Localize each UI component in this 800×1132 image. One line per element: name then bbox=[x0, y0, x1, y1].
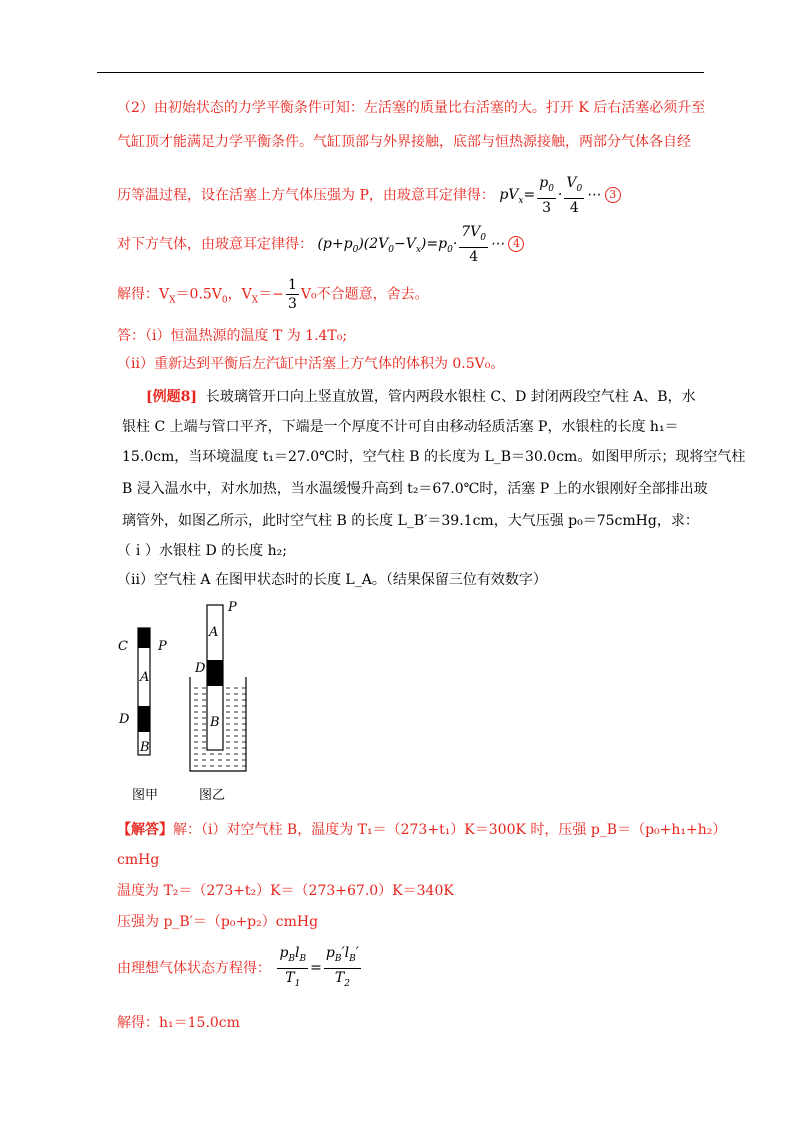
example8-line-3: 15.0cm，当环境温度 t₁＝27.0℃时，空气柱 B 的长度为 L_B＝30.0cm。如图甲所示；现将空气柱 bbox=[122, 449, 746, 465]
example8-line-5: 璃管外，如图乙所示，此时空气柱 B 的长度 L_B′＝39.1cm，大气压强 p₀＝75cmHg，求： bbox=[122, 513, 699, 529]
answer-line-5-text: 由理想气体状态方程得： bbox=[117, 960, 271, 977]
answer-line-1 bbox=[117, 821, 726, 839]
label-p-jia: P bbox=[158, 639, 167, 654]
line5-frac-num: 1 bbox=[287, 277, 297, 293]
answer-tag: 【解答】 bbox=[117, 822, 173, 838]
line5-mid2: ，V bbox=[227, 286, 252, 303]
line5-eq: ＝− bbox=[258, 286, 284, 303]
answer-line-1: 答：（i）恒温热源的温度 T 为 1.4T₀; bbox=[117, 328, 348, 344]
example8-question-1: （ｉ）水银柱 D 的长度 h₂; bbox=[117, 543, 287, 559]
line5-sub2: 0 bbox=[221, 295, 228, 306]
label-a-jia: A bbox=[140, 670, 150, 685]
example8-line-2: 银柱 C 上端与管口平齐，下端是一个厚度不计可自由移动轻质活塞 P，水银柱的长度 h₁＝ bbox=[122, 419, 679, 435]
mercury-d bbox=[138, 706, 150, 732]
label-d-jia: D bbox=[119, 712, 130, 727]
line5-mid: ＝0.5V bbox=[175, 286, 222, 303]
label-b-yi: B bbox=[210, 715, 220, 730]
solution-line-4-text: 对下方气体，由玻意耳定律得： bbox=[117, 236, 313, 253]
label-b-jia: B bbox=[140, 740, 150, 755]
line5-tail: V₀不合题意，舍去。 bbox=[300, 286, 429, 303]
label-a-yi: A bbox=[209, 625, 219, 640]
mercury-c bbox=[138, 628, 150, 648]
example8-line-4: B 浸入温水中，对水加热，当水温缓慢升高到 t₂＝67.0℃时，活塞 P 上的水银刚好全部排出玻 bbox=[122, 481, 708, 497]
solution-line-5 bbox=[117, 276, 429, 318]
solution-line-4 bbox=[117, 223, 524, 270]
answer-line-5 bbox=[117, 944, 363, 993]
equation-4: $(p+p_0)(2V_0-V_x)=p_0\cdot$ $\frac{7V_0}{4}$ ⋯ bbox=[317, 224, 509, 265]
answer-line-4: 压强为 p_B′＝（p₀+p₂）cmHg bbox=[117, 914, 319, 930]
solution-line-2: 气缸顶才能满足力学平衡条件。气缸顶部与外界接触，底部与恒热源接触，两部分气体各自经 bbox=[117, 134, 691, 150]
answer-line-6: 解得：h₁＝15.0cm bbox=[117, 1015, 240, 1031]
label-p-yi: P bbox=[228, 600, 237, 615]
figure-jia bbox=[118, 628, 167, 755]
example8-line-1 bbox=[146, 388, 696, 406]
answer-line-2: （ii）重新达到平衡后左汽缸中活塞上方气体的体积为 0.5V₀。 bbox=[117, 356, 505, 372]
tube-figure bbox=[113, 595, 263, 785]
solution-line-1: （2）由初始状态的力学平衡条件可知：左活塞的质量比右活塞的大。打开 K 后右活塞必须升至 bbox=[117, 100, 706, 116]
equation-4-marker: 4 bbox=[508, 236, 524, 252]
figure-yi bbox=[190, 600, 246, 771]
line5-sub3: X bbox=[251, 295, 259, 306]
example8-line-1-text: 长玻璃管开口向上竖直放置，管内两段水银柱 C、D 封闭两段空气柱 A、B，水 bbox=[205, 389, 696, 405]
ideal-gas-equation: $\frac{p_Bl_B}{T_1}$ = $\frac{p_B'l_B'}{T_2}$ bbox=[279, 945, 359, 989]
caption-jia: 图甲 bbox=[132, 788, 159, 803]
label-d-yi: D bbox=[195, 661, 206, 676]
equation-3: $pV_x=$ $\frac{p_0}{3}$ · $\frac{V_0}{4}$ ⋯ bbox=[499, 175, 605, 216]
solution-line-3-text: 历等温过程，设在活塞上方气体压强为 P，由玻意耳定律得： bbox=[117, 187, 495, 204]
answer-line-2: cmHg bbox=[117, 852, 160, 868]
mercury-d-yi bbox=[207, 660, 223, 686]
label-c: C bbox=[118, 639, 128, 654]
solution-line-3 bbox=[117, 174, 621, 221]
example8-question-2: （ii）空气柱 A 在图甲状态时的长度 L_A。（结果保留三位有效数字） bbox=[117, 572, 547, 588]
equation-3-marker: 3 bbox=[605, 187, 621, 203]
header-rule bbox=[97, 72, 704, 73]
example8-label: [例题8] bbox=[146, 389, 197, 405]
answer-line-3: 温度为 T₂＝（273+t₂）K＝（273+67.0）K＝340K bbox=[117, 883, 454, 899]
caption-yi: 图乙 bbox=[199, 788, 226, 803]
line5-frac-den: 3 bbox=[287, 296, 297, 312]
line5-sub: X bbox=[169, 295, 176, 306]
answer-line-1-text: 解：（i）对空气柱 B，温度为 T₁＝（273+t₁）K＝300K 时，压强 p_B＝（p₀+h₁+h₂） bbox=[173, 822, 727, 838]
line5-prefix: 解得：V bbox=[117, 286, 170, 303]
